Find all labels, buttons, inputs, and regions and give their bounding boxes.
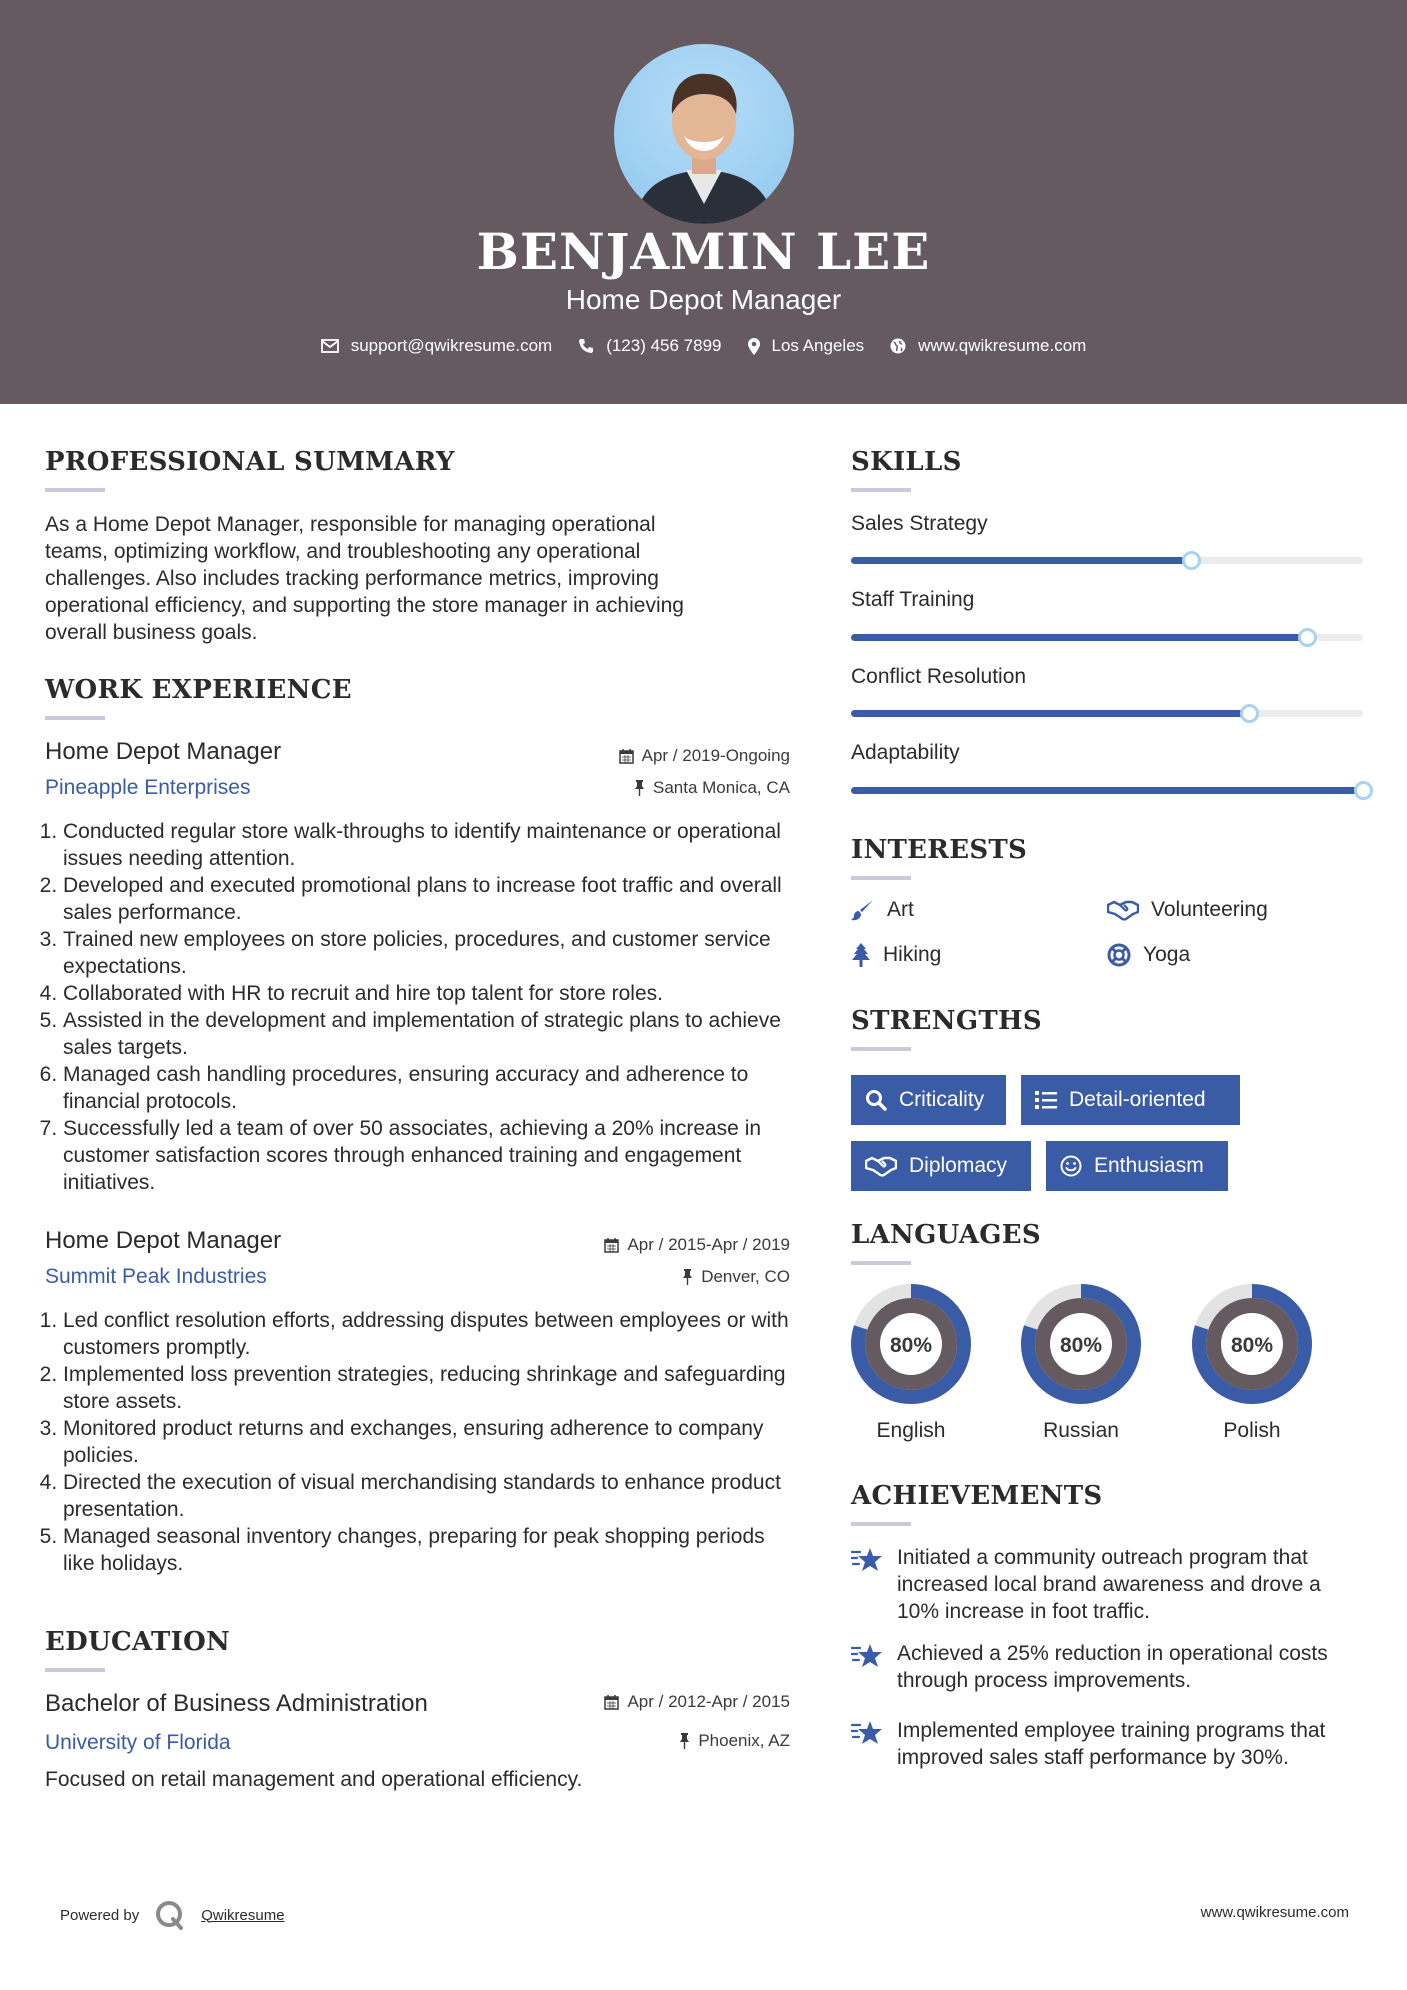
interest-label: Yoga [1143,943,1191,966]
footer-website[interactable]: www.qwikresume.com [1200,1904,1349,1921]
skill-bar [851,634,1363,641]
list-item: 5. Managed seasonal inventory changes, preparing for peak shopping periods like holidays. [63,1523,800,1577]
list-icon [1035,1090,1057,1110]
handshake-icon [865,1155,897,1177]
list-item: 4. Directed the execution of visual merchandising standards to enhance product presentation. [63,1469,800,1523]
strengths-title-underline [851,1047,911,1051]
education-location-text: Phoenix, AZ [698,1731,790,1750]
language-ring [1190,1282,1314,1406]
job-location [682,1267,790,1287]
summary-text [45,511,795,646]
skill-bar [851,787,1363,794]
language-name: English [876,1419,946,1442]
skill-bar-knob [1240,704,1259,723]
language-name: Polish [1223,1419,1281,1442]
summary-line: As a Home Depot Manager, responsible for managing operational [45,513,656,536]
pushpin-icon [679,1733,690,1749]
achievement-text: Achieved a 25% reduction in operational costs through process improvements. [897,1642,1328,1692]
lifebuoy-icon [1107,943,1131,967]
company-name: Pineapple Enterprises [45,776,251,799]
summary-section-title: PROFESSIONAL SUMMARY [45,447,455,477]
job-bullets [45,1307,800,1577]
contact-phone-text: (123) 456 7899 [606,336,722,355]
summary-line: challenges. Also includes tracking performance metrics, improving [45,567,659,590]
powered-by-label: Powered by [60,1906,140,1924]
skill-label: Sales Strategy [851,512,988,535]
company-name: Summit Peak Industries [45,1265,267,1288]
skill-bar-knob [1298,628,1317,647]
skills-title-underline [851,488,911,492]
job-date [604,1235,790,1255]
map-pin-icon [748,338,760,355]
job-title: Home Depot Manager [45,1227,282,1254]
contact-location-text: Los Angeles [771,336,865,355]
globe-icon [890,338,906,354]
handshake-icon [1107,899,1139,921]
footer-powered-by [60,1900,285,1930]
job-location-text: Denver, CO [701,1267,790,1286]
strength-chip [1021,1075,1240,1125]
interest-item [1107,943,1190,967]
education-date-text: Apr / 2012-Apr / 2015 [627,1692,790,1711]
summary-line: teams, optimizing workflow, and troubleshooting any operational [45,540,641,563]
candidate-name: BENJAMIN LEE [476,222,931,281]
job-location-text: Santa Monica, CA [652,778,790,797]
list-item: 2. Developed and executed promotional plans to increase foot traffic and overall sales performance. [63,872,800,926]
language-percent: 80% [1230,1334,1274,1357]
achievement-text: Initiated a community outreach program that increased local brand awareness and drove a 10% increase in foot traffic. [897,1546,1321,1623]
job-title: Home Depot Manager [45,738,282,765]
star-icon [851,1642,883,1670]
contact-phone[interactable] [578,336,721,356]
list-item: 4. Collaborated with HR to recruit and hire top talent for store roles. [63,980,800,1007]
job-date-text: Apr / 2015-Apr / 2019 [627,1235,790,1254]
language-item [1019,1282,1143,1443]
degree-title: Bachelor of Business Administration [45,1690,428,1717]
skill-bar-fill [851,557,1191,564]
skill-bar [851,710,1363,717]
language-item [1190,1282,1314,1443]
contact-location [748,336,865,356]
calendar-icon [619,749,634,764]
skill-bar-fill [851,634,1307,641]
smile-icon [1060,1155,1082,1177]
list-item: 5. Assisted in the development and implementation of strategic plans to achieve sales targets. [63,1007,800,1061]
star-icon [851,1546,883,1574]
strength-label: Enthusiasm [1094,1154,1204,1177]
strength-label: Diplomacy [909,1154,1008,1177]
achievement-item [851,1640,1361,1694]
education-section-title: EDUCATION [45,1627,231,1657]
education-location [679,1731,790,1751]
tree-icon [851,943,871,967]
achievements-title-underline [851,1522,911,1526]
candidate-role: Home Depot Manager [565,284,842,315]
achievement-item [851,1544,1361,1625]
interest-label: Volunteering [1151,898,1268,921]
achievement-item [851,1717,1361,1771]
list-item: 3. Trained new employees on store policies, procedures, and customer service expectations. [63,926,800,980]
strength-label: Detail-oriented [1069,1088,1206,1111]
job-date-text: Apr / 2019-Ongoing [641,746,790,765]
summary-line: operational efficiency, and supporting the store manager in achieving [45,594,684,617]
contact-bar [0,336,1407,356]
skill-bar-knob [1354,781,1373,800]
calendar-icon [604,1238,619,1253]
job-date [619,746,790,766]
interest-item [851,943,941,967]
school-name: University of Florida [45,1731,231,1754]
search-icon [865,1089,887,1111]
person-silhouette-icon [614,44,794,224]
achievements-section-title: ACHIEVEMENTS [851,1481,1103,1511]
languages-section-title: LANGUAGES [851,1220,1041,1250]
language-percent: 80% [1059,1334,1103,1357]
skills-section-title: SKILLS [851,447,962,477]
skill-bar-knob [1182,551,1201,570]
contact-website-text: www.qwikresume.com [918,336,1087,355]
language-percent: 80% [889,1334,933,1357]
skill-label: Adaptability [851,741,960,764]
language-name: Russian [1043,1419,1119,1442]
job-location [634,778,790,798]
strengths-section-title: STRENGTHS [851,1006,1042,1036]
interest-item [851,898,914,922]
contact-website[interactable] [890,336,1086,356]
resume-header [0,0,1407,404]
skill-bar [851,557,1363,564]
skill-label: Conflict Resolution [851,665,1027,688]
contact-email-text: support@qwikresume.com [350,336,553,355]
summary-title-underline [45,488,105,492]
profile-photo [614,44,794,224]
paintbrush-icon [851,899,875,921]
languages-title-underline [851,1261,911,1265]
experience-title-underline [45,716,105,720]
list-item: 6. Managed cash handling procedures, ensuring accuracy and adherence to financial protocols. [63,1061,800,1115]
education-description: Focused on retail management and operational efficiency. [45,1768,583,1791]
language-item [849,1282,973,1443]
strength-chip [851,1075,1006,1125]
interest-item [1107,898,1268,922]
list-item: 2. Implemented loss prevention strategies, reducing shrinkage and safeguarding store assets. [63,1361,800,1415]
education-date [604,1692,790,1712]
interests-section-title: INTERESTS [851,835,1028,865]
pushpin-icon [682,1269,693,1285]
interest-label: Hiking [883,943,942,966]
education-title-underline [45,1668,105,1672]
contact-email[interactable] [321,336,553,356]
star-icon [851,1719,883,1747]
skill-label: Staff Training [851,588,975,611]
pushpin-icon [634,780,645,796]
strength-chip [1046,1141,1228,1191]
interests-title-underline [851,876,911,880]
list-item: 1. Led conflict resolution efforts, addressing disputes between employees or with customers promptly. [63,1307,800,1361]
list-item: 7. Successfully led a team of over 50 associates, achieving a 20% increase in customer satisfaction scores through enhanced training and engagement initiatives. [63,1115,800,1196]
experience-section-title: WORK EXPERIENCE [45,675,352,705]
qwikresume-logo-icon [155,1900,185,1930]
skill-bar-fill [851,710,1249,717]
achievement-text: Implemented employee training programs that improved sales staff performance by 30%. [897,1719,1326,1769]
language-ring [849,1282,973,1406]
phone-icon [578,338,594,354]
list-item: 3. Monitored product returns and exchanges, ensuring adherence to company policies. [63,1415,800,1469]
envelope-icon [321,339,339,353]
interest-label: Art [887,898,914,921]
strength-chip [851,1141,1031,1191]
qwikresume-link[interactable]: Qwikresume [201,1906,285,1924]
skill-bar-fill [851,787,1363,794]
calendar-icon [604,1695,619,1710]
list-item: 1. Conducted regular store walk-throughs to identify maintenance or operational issues needing attention. [63,818,800,872]
strength-label: Criticality [899,1088,985,1111]
summary-line: overall business goals. [45,621,258,644]
job-bullets [45,818,800,1196]
language-ring [1019,1282,1143,1406]
